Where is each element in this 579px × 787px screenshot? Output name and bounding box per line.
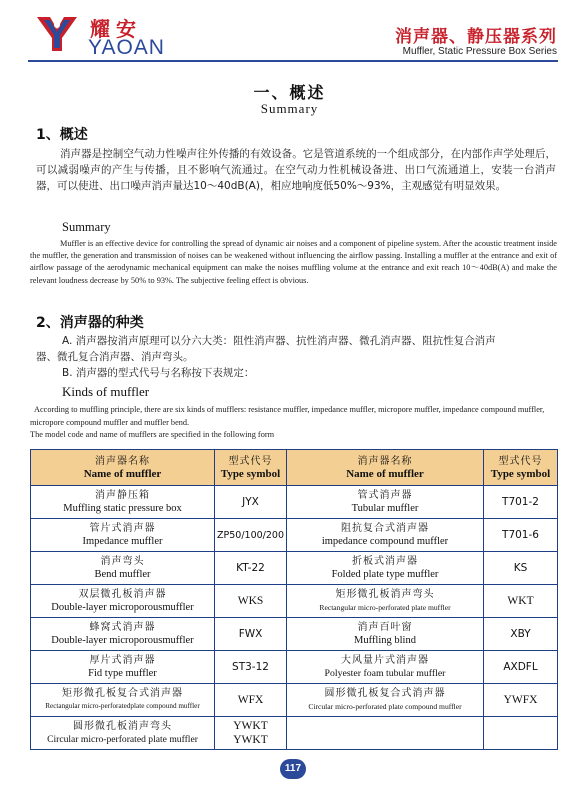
table-cell-code: T701-6 — [484, 519, 558, 552]
col-header-name: 消声器名称 Name of muffler — [287, 450, 484, 486]
table-cell-code: AXDFL — [484, 651, 558, 684]
table-cell-name: 折板式消声器 Folded plate type muffler — [287, 552, 484, 585]
overview-subheading-en: Summary — [62, 220, 111, 234]
col-header-type: 型式代号 Type symbol — [484, 450, 558, 486]
table-row — [31, 552, 558, 585]
kinds-paragraph-en-1: According to muffling principle, there are six kinds of mufflers: resistance muffler, impedance muffler, micropore muffler, impedance compound muffler, micropore compound muffler and muffler bend. — [30, 405, 545, 427]
table-cell-name: 双层微孔板消声器 Double-layer microporousmuffler — [31, 585, 215, 618]
table-cell-code: WKT — [484, 585, 558, 618]
table-cell-code: JYX — [215, 486, 287, 519]
table-cell-name: 圆形微孔板复合式消声器 Circular micro-perforated plate compound muffler — [287, 684, 484, 717]
table-cell-name: 蜂窝式消声器 Double-layer microporousmuffler — [31, 618, 215, 651]
page-title-en: Summary — [260, 101, 319, 116]
table-cell-name: 矩形微孔板消声弯头 Rectangular micro-perforated plate muffler — [287, 585, 484, 618]
table-cell-code: YWFX — [484, 684, 558, 717]
table-cell-name: 厚片式消声器 Fid type muffler — [31, 651, 215, 684]
table-cell-code: KT-22 — [215, 552, 287, 585]
table-row — [31, 486, 558, 519]
table-cell-empty — [484, 717, 558, 750]
table-row — [31, 651, 558, 684]
table-cell-name: 管片式消声器 Impedance muffler — [31, 519, 215, 552]
table-cell-name: 消声百叶窗 Muffling blind — [287, 618, 484, 651]
kinds-line-a1: A. 消声器按消声原理可以分六大类：阻性消声器、抗性消声器、微孔消声器、阻抗性复合消声 — [62, 335, 496, 347]
table-cell-name: 矩形微孔板复合式消声器 Rectangular micro-perforatedplate compound muffler — [31, 684, 215, 717]
table-header-row — [31, 450, 558, 486]
table-cell-code: FWX — [215, 618, 287, 651]
table-row — [31, 717, 558, 750]
col-header-type: 型式代号 Type symbol — [215, 450, 287, 486]
kinds-paragraph-en — [30, 404, 557, 442]
header-divider — [28, 60, 558, 62]
table-cell-name: 大风量片式消声器 Polyester foam tubular muffler — [287, 651, 484, 684]
page-number: 117 — [280, 759, 306, 779]
page-title-cn: 一、概述 — [253, 83, 326, 102]
page-header — [0, 0, 579, 64]
table-cell-code: ST3-12 — [215, 651, 287, 684]
table-row — [31, 519, 558, 552]
table-row — [31, 585, 558, 618]
muffler-model-table — [30, 449, 558, 750]
kinds-line-a2: 器、微孔复合消声器、消声弯头。 — [36, 351, 194, 363]
table-row — [31, 684, 558, 717]
section-heading-kinds: 2、消声器的种类 — [36, 315, 144, 331]
table-cell-code: ZP50/100/200 — [215, 519, 287, 552]
table-row — [31, 618, 558, 651]
table-cell-name: 消声弯头 Bend muffler — [31, 552, 215, 585]
table-cell-code: YWKT YWKT — [215, 717, 287, 750]
table-cell-name: 管式消声器 Tubular muffler — [287, 486, 484, 519]
table-cell-code: WKS — [215, 585, 287, 618]
brand-name-en: YAOAN — [88, 36, 165, 59]
overview-paragraph-cn: 消声器是控制空气动力性噪声往外传播的有效设备。它是管道系统的一个组成部分，在内部作声学处理后，可以减弱噪声的产生与传播，且不影响气流通过。在空气动力性机械设备进、出口气流通道上，安装一台消声器，可以使进、出口噪声消声量达10～40dB(A)，相应地响度低50%～93%，主观感觉有明显效果。 — [36, 148, 556, 192]
table-cell-empty — [287, 717, 484, 750]
yaoan-logo-icon — [34, 14, 80, 54]
table-cell-code: KS — [484, 552, 558, 585]
table-cell-name: 阻抗复合式消声器 impedance compound muffler — [287, 519, 484, 552]
table-cell-name: 消声静压箱 Muffling static pressure box — [31, 486, 215, 519]
overview-paragraph-en: Muffler is an effective device for controlling the spread of dynamic air noises and a component of pipeline system. After the acoustic treatment inside the muffler, the generation and transmission of noises can be weakened without influencing the airflow passing. Installing a muffler at the entrance and exit of airflow passage of the aerodynamic mechanical equipment can make the noises muffling volume at the entrance and exit reach 10～40dB(A) and make the relevant loudness decrease by 50% to 93%. The subjective feeling effect is obvious. — [30, 239, 557, 285]
kinds-line-b: B. 消声器的型式代号与名称按下表规定： — [62, 367, 255, 379]
kinds-subheading-en: Kinds of muffler — [62, 384, 150, 399]
table-cell-code: WFX — [215, 684, 287, 717]
kinds-paragraph-en-2: The model code and name of mufflers are specified in the following form — [30, 430, 275, 439]
brand-name-cn: 耀安 — [90, 17, 142, 41]
table-cell-name: 圆形微孔板消声弯头 Circular micro-perforated plate muffler — [31, 717, 215, 750]
col-header-name: 消声器名称 Name of muffler — [31, 450, 215, 486]
section-heading-overview: 1、概述 — [36, 127, 88, 143]
table-cell-code: XBY — [484, 618, 558, 651]
series-title-cn: 消声器、静压器系列 — [395, 27, 557, 47]
table-cell-code: T701-2 — [484, 486, 558, 519]
series-title-en: Muffler, Static Pressure Box Series — [402, 46, 557, 57]
